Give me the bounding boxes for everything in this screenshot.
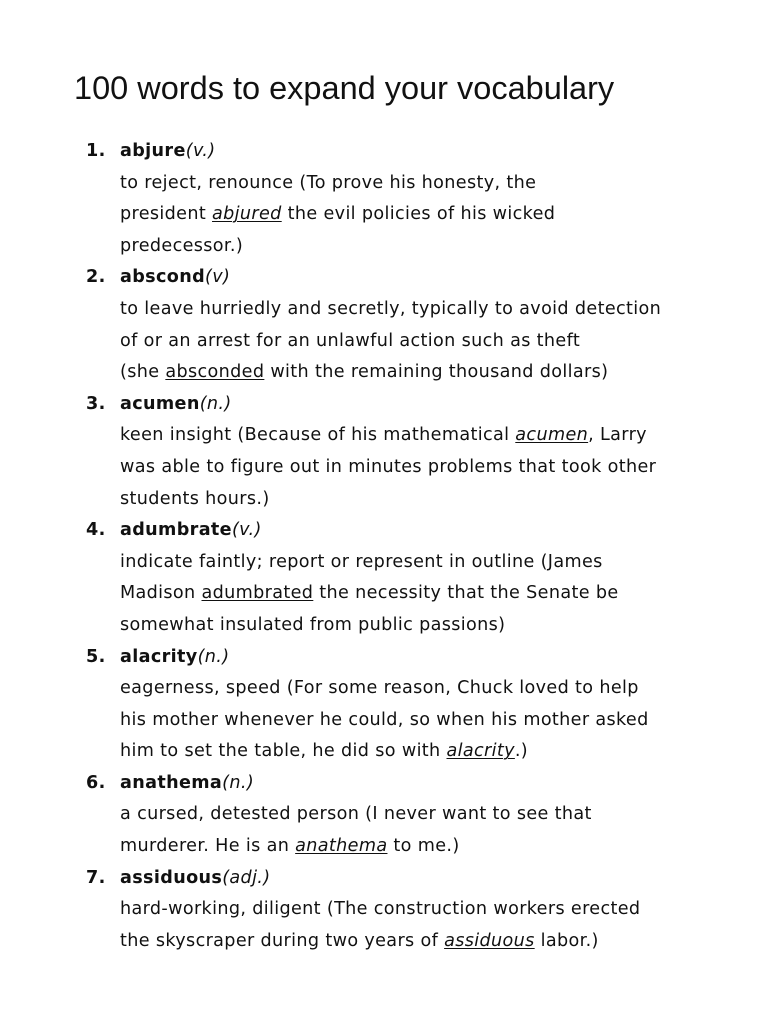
vocab-entry [0, 768, 720, 863]
vocab-entry [0, 642, 720, 768]
entry-number: 7. [86, 867, 106, 888]
vocab-entry [0, 136, 720, 262]
definition-text: with the remaining thousand dollars) [264, 362, 609, 383]
vocab-entry [0, 389, 720, 515]
entry-part-of-speech: (adj.) [222, 867, 271, 888]
definition-text: to me.) [387, 836, 460, 857]
definition-text: him to set the table, he did so with [120, 741, 447, 762]
definition-text: the skyscraper during two years of [120, 930, 445, 951]
entry-part-of-speech: (n.) [197, 646, 230, 667]
definition-text: predecessor.) [120, 235, 244, 256]
entry-number: 3. [86, 393, 106, 414]
entry-word: assiduous [120, 867, 223, 888]
entry-headword-line [120, 642, 720, 674]
entry-headword-line [120, 262, 720, 294]
example-word: acumen [515, 425, 589, 446]
entry-headword-line [120, 389, 720, 421]
definition-line [120, 926, 720, 958]
definition-line [120, 168, 720, 200]
definition-line [120, 231, 720, 263]
definition-text: to leave hurriedly and secretly, typically to avoid detection [120, 298, 662, 319]
entry-part-of-speech: (v.) [185, 141, 216, 161]
entry-headword-line [120, 515, 720, 547]
definition-text: labor.) [534, 930, 599, 951]
definition-text: murderer. He is an [120, 836, 296, 857]
entry-word: abjure [120, 141, 186, 161]
definition-text: his mother whenever he could, so when his mother asked [120, 709, 649, 730]
entry-headword-line [120, 136, 720, 168]
definition-text: to reject, renounce (To prove his honesty, the [120, 172, 537, 193]
definition-text: was able to figure out in minutes problems that took other [120, 456, 657, 477]
entry-part-of-speech: (v.) [231, 520, 262, 541]
definition-text: somewhat insulated from public passions) [120, 614, 506, 635]
definition-line [120, 294, 720, 326]
vocab-entry [0, 515, 720, 641]
definition-text: hard-working, diligent (The construction workers erected [120, 899, 641, 920]
definition-text: Madison [120, 583, 202, 604]
example-word: adumbrated [201, 583, 314, 604]
page-title: 100 words to expand your vocabulary [74, 70, 615, 106]
definition-text: (she [120, 362, 166, 383]
definition-text: of or an arrest for an unlawful action such as theft [120, 330, 581, 351]
definition-text: .) [514, 741, 529, 762]
definition-line [120, 547, 720, 579]
entry-word: alacrity [120, 646, 198, 667]
definition-line [120, 799, 720, 831]
entry-number: 2. [86, 267, 106, 288]
definition-text: the necessity that the Senate be [313, 583, 619, 604]
example-word: assiduous [444, 930, 535, 951]
definition-line [120, 452, 720, 484]
vocabulary-list [0, 136, 768, 957]
vocab-entry [0, 262, 720, 388]
definition-text: a cursed, detested person (I never want to see that [120, 804, 592, 825]
definition-text: president [120, 204, 213, 225]
definition-line [120, 831, 720, 863]
definition-text: , Larry [588, 425, 647, 446]
definition-line [120, 357, 720, 389]
definition-line [120, 610, 720, 642]
definition-line [120, 578, 720, 610]
example-word: absconded [165, 362, 265, 383]
definition-line [120, 326, 720, 358]
definition-line [120, 199, 720, 231]
entry-number: 5. [86, 646, 106, 667]
entry-word: abscond [120, 267, 206, 288]
example-word: alacrity [446, 741, 515, 762]
entry-number: 1. [86, 141, 106, 161]
definition-line [120, 736, 720, 768]
definition-text: students hours.) [120, 488, 270, 509]
definition-line [120, 484, 720, 516]
definition-text: the evil policies of his wicked [281, 204, 556, 225]
definition-line [120, 705, 720, 737]
entry-part-of-speech: (n.) [199, 393, 232, 414]
definition-line [120, 420, 720, 452]
entry-part-of-speech: (n.) [222, 772, 255, 793]
entry-number: 4. [86, 520, 106, 541]
entry-word: anathema [120, 772, 223, 793]
definition-line [120, 894, 720, 926]
definition-text: eagerness, speed (For some reason, Chuck loved to help [120, 678, 639, 699]
entry-word: adumbrate [120, 520, 232, 541]
vocab-entry [0, 863, 720, 958]
definition-line [120, 673, 720, 705]
entry-number: 6. [86, 772, 106, 793]
definition-text: indicate faintly; report or represent in outline (James [120, 551, 603, 572]
entry-headword-line [120, 768, 720, 800]
entry-word: acumen [120, 393, 200, 414]
entry-part-of-speech: (v) [205, 267, 231, 288]
example-word: abjured [212, 204, 282, 225]
definition-text: keen insight (Because of his mathematical [120, 425, 516, 446]
entry-headword-line [120, 863, 720, 895]
example-word: anathema [295, 836, 388, 857]
